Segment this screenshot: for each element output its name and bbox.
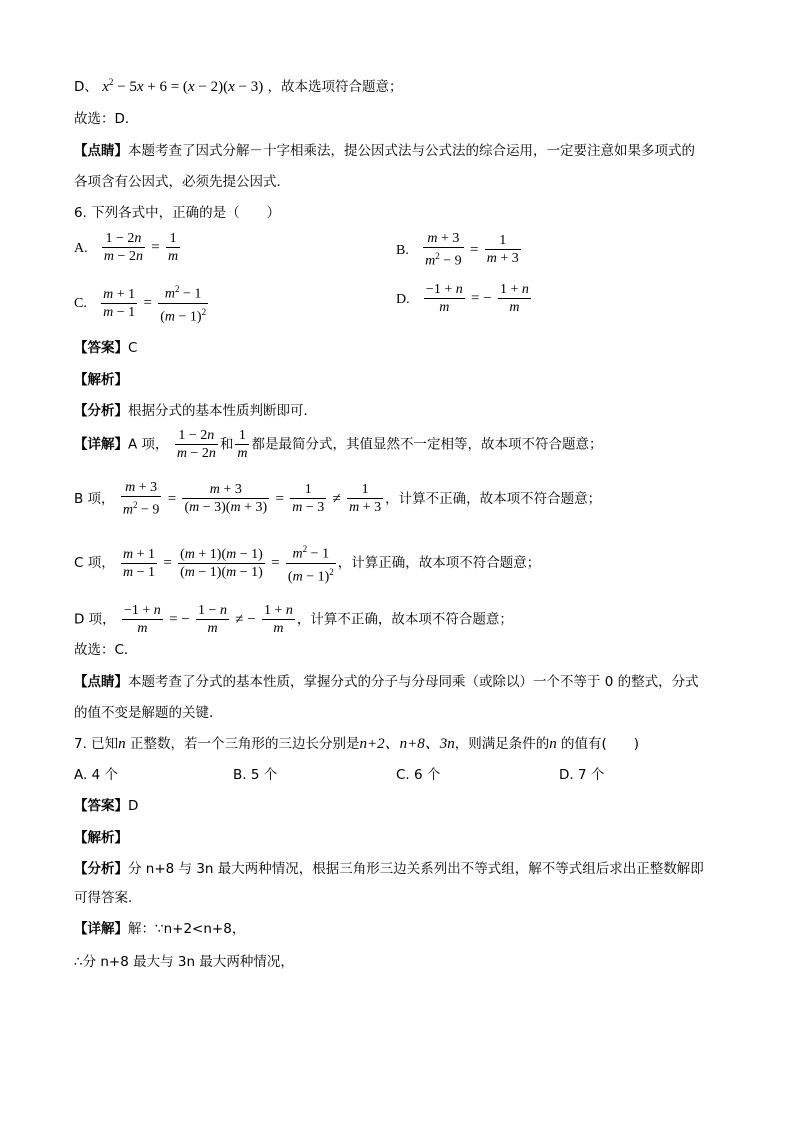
fraction: $\frac{m + 3}{(m - 3)(m + 3)}$ xyxy=(184,482,268,516)
q5-comment-line2: 各项含有公因式，必须先提公因式． xyxy=(74,174,290,190)
detail-d-prefix: D 项， xyxy=(74,611,116,628)
q7-detail-2: ∴分 n+8 最大与 3n 最大两种情况， xyxy=(74,954,294,970)
stem-part: 的值有( ) xyxy=(556,736,640,752)
q6-option-d: D. $\frac{-1 + n}{m}$ = − $\frac{1 + n}{m}$ xyxy=(396,282,529,315)
stem-var: n xyxy=(549,736,557,752)
q6-answer xyxy=(74,338,137,358)
q7-analysis-label: 【解析】 xyxy=(74,830,128,846)
detail-label: 【详解】 xyxy=(74,436,128,453)
fraction: $\frac{1 - n}{m}$ xyxy=(198,603,227,636)
fraction: $\frac{m + 1}{m - 1}$ xyxy=(123,546,156,580)
fraction: $\frac{-1 + n}{m}$ xyxy=(123,603,161,636)
q6-fenxi xyxy=(74,401,317,421)
option-d-prefix: D、 xyxy=(74,79,98,95)
q5-select: 故选：D． xyxy=(74,111,139,127)
comment-label: 【点睛】 xyxy=(74,674,128,690)
q6-option-c: C. $\frac{m + 1}{m - 1}$ = $\frac{m^2 - 1}{(m - 1)^2}$ xyxy=(74,281,210,325)
detail-a-suffix: 都是最简分式，其值显然不一定相等，故本项不符合题意； xyxy=(251,436,603,453)
q7-fenxi-line1 xyxy=(74,859,704,879)
answer-label: 【答案】 xyxy=(74,340,128,356)
fraction: $\frac{1}{m + 3}$ xyxy=(349,482,382,516)
q7-option-c: C. 6 个 xyxy=(396,767,441,783)
q7-fenxi-line2: 可得答案. xyxy=(74,890,133,906)
fraction: $\frac{(m + 1)(m - 1)}{(m - 1)(m - 1)}$ xyxy=(180,546,263,580)
fraction: $\frac{-1 + n}{m}$ xyxy=(425,282,463,315)
fraction: $\frac{1 - 2n}{m - 2n}$ xyxy=(176,428,216,461)
fraction: $\frac{1}{m - 3}$ xyxy=(292,482,325,516)
fenxi-label: 【分析】 xyxy=(74,861,128,877)
fraction: $\frac{1 + n}{m}$ xyxy=(264,603,293,636)
q7-option-a: A. 4 个 xyxy=(74,767,118,783)
q6-detail-d: D 项， $\frac{-1 + n}{m}$ = − $\frac{1 - n}{m}$ ≠ − $\frac{1 + n}{m}$ ，计算不正确，故本项不符合题意； xyxy=(74,603,513,636)
q6-option-b: B. $\frac{m + 3}{m^2 - 9}$ = $\frac{1}{m + 3}$ xyxy=(396,231,519,269)
q7-stem xyxy=(74,734,639,754)
fraction: $\frac{m^2 - 1}{(m - 1)^2}$ xyxy=(158,281,208,325)
q7-option-d: D. 7 个 xyxy=(559,767,605,783)
answer-label: 【答案】 xyxy=(74,798,128,814)
fenxi-text: 根据分式的基本性质判断即可． xyxy=(128,403,317,419)
detail-d-suffix: ，计算不正确，故本项不符合题意； xyxy=(296,611,513,628)
option-a-label: A. xyxy=(74,240,88,256)
detail-label: 【详解】 xyxy=(74,921,128,937)
fenxi-label: 【分析】 xyxy=(74,403,128,419)
detail-a-and: 和 xyxy=(219,436,234,453)
q7-option-b: B. 5 个 xyxy=(233,767,278,783)
fraction: $\frac{m + 3}{m^2 - 9}$ xyxy=(425,231,462,269)
comment-text: 本题考查了分式的基本性质，掌握分式的分子与分母同乘（或除以）一个不等于 0 的整式，分式 xyxy=(128,674,699,690)
detail-b-suffix: ，计算不正确，故本项不符合题意； xyxy=(385,490,602,507)
q5-comment-line1 xyxy=(74,141,695,161)
fraction: $\frac{1}{m}$ xyxy=(168,231,179,264)
option-c-label: C. xyxy=(74,296,87,312)
stem-part: 7. 已知 xyxy=(74,736,119,752)
fraction: $\frac{m + 1}{m - 1}$ xyxy=(103,286,136,320)
q6-comment-line1 xyxy=(74,672,699,692)
answer-value: D xyxy=(128,798,139,814)
q6-detail-c: C 项， $\frac{m + 1}{m - 1}$ = $\frac{(m + 1)(m - 1)}{(m - 1)(m - 1)}$ = $\frac{m^2 - 1}{(m - 1)^2}$ ，计算正确，故本项不符合题意； xyxy=(74,541,540,585)
stem-part: 正整数，若一个三角形的三边长分别是 xyxy=(125,736,360,752)
factor-equation: $x^2 - 5x + 6 = (x - 2)(x - 3)$ xyxy=(102,77,264,95)
q6-analysis-label: 【解析】 xyxy=(74,372,128,388)
fraction: $\frac{1 - 2n}{m - 2n}$ xyxy=(103,231,143,264)
fraction: $\frac{m + 3}{m^2 - 9}$ xyxy=(122,480,160,518)
detail-c-suffix: ，计算正确，故本项不符合题意； xyxy=(337,555,541,572)
fraction: $\frac{1 + n}{m}$ xyxy=(499,282,529,315)
fenxi-text: 分 n+8 与 3n 最大两种情况，根据三角形三边关系列出不等式组，解不等式组后求出正整数解即 xyxy=(128,861,704,877)
answer-value: C xyxy=(128,340,138,356)
q6-select: 故选：C． xyxy=(74,642,138,658)
option-d-suffix: ，故本选项符合题意； xyxy=(267,79,403,95)
comment-text: 本题考查了因式分解－十字相乘法，提公因式法与公式法的综合运用，一定要注意如果多项式的 xyxy=(128,143,695,159)
option-d-label: D. xyxy=(396,291,410,307)
q5-option-d-conclusion xyxy=(74,72,403,97)
q6-stem: 6. 下列各式中，正确的是（ ） xyxy=(74,205,281,221)
fraction: $\frac{m^2 - 1}{(m - 1)^2}$ xyxy=(286,541,336,585)
q7-detail-1 xyxy=(74,919,245,939)
detail-text: 解：∵n+2<n+8， xyxy=(128,921,246,937)
option-b-label: B. xyxy=(396,242,409,258)
stem-sides: n+2、n+8、3n xyxy=(359,736,455,752)
q6-detail-a xyxy=(74,427,602,462)
stem-part: ，则满足条件的 xyxy=(454,736,550,752)
fraction: $\frac{1}{m + 3}$ xyxy=(486,233,519,267)
detail-a-prefix: A 项， xyxy=(128,436,169,453)
stem-var: n xyxy=(118,736,126,752)
fraction: $\frac{1}{m}$ xyxy=(237,428,248,461)
q6-option-a: A. $\frac{1 - 2n}{m - 2n}$ = $\frac{1}{m}$ xyxy=(74,231,179,264)
q6-comment-line2: 的值不变是解题的关键． xyxy=(74,705,223,721)
detail-b-prefix: B 项， xyxy=(74,490,115,507)
q7-answer xyxy=(74,796,138,816)
comment-label: 【点睛】 xyxy=(74,143,128,159)
q6-detail-b: B 项， $\frac{m + 3}{m^2 - 9}$ = $\frac{m + 3}{(m - 3)(m + 3)}$ = $\frac{1}{m - 3}$ ≠ $\frac{1}{m + 3}$ ，计算不正确，故本项不符合题意； xyxy=(74,480,602,518)
detail-c-prefix: C 项， xyxy=(74,555,115,572)
